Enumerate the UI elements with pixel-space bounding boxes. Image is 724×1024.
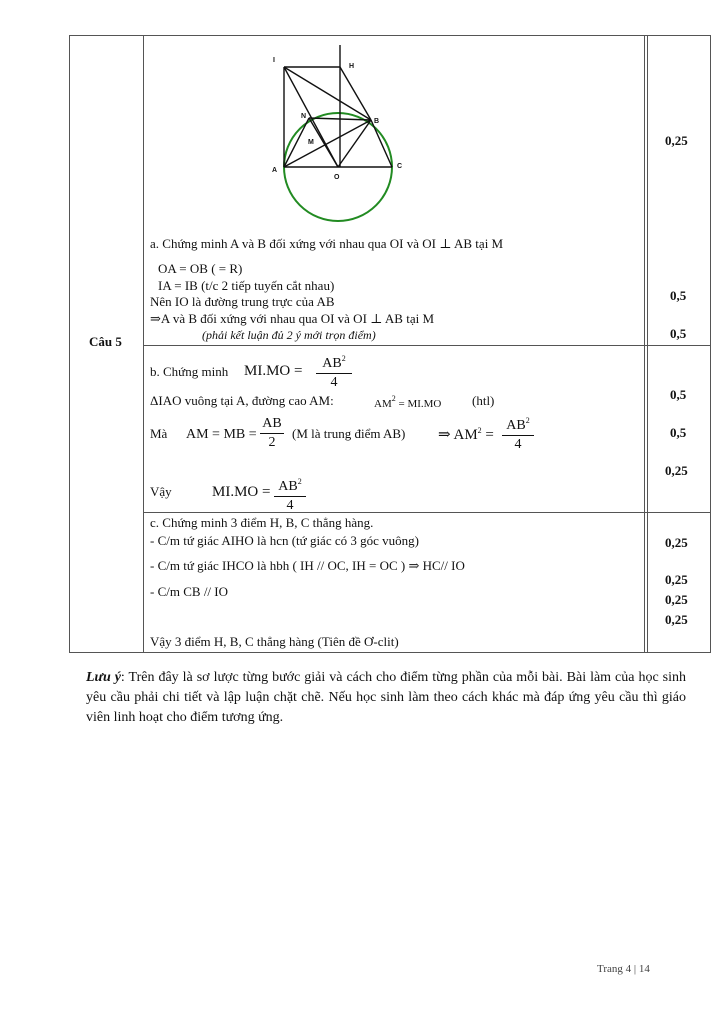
part-b-title: b. Chứng minh (150, 364, 229, 379)
part-b-line2-lhs: AM = MB = (186, 427, 257, 442)
part-a-title: a. Chứng minh A và B đối xứng với nhau qua OI và OI ⊥ AB tại M (150, 236, 504, 251)
segment-ab (284, 120, 371, 167)
note-paragraph (86, 668, 686, 728)
part-c-line3: - C/m CB // IO (150, 584, 229, 599)
label-c: C (397, 163, 403, 170)
table-divider-col2a (644, 35, 645, 653)
score-a-figure: 0,25 (665, 133, 688, 148)
note-text: : Trên đây là sơ lược từng bước giải và cách cho điểm từng phần của mỗi bài. Bài làm của học sinh yêu cầu phải chi tiết và lập luận chặt chẽ. Nếu học sinh làm theo cách khác mà đáp ứng yêu cầu thì giáo viên linh hoạt cho điểm tương ứng. (86, 670, 686, 725)
part-c-line4: Vậy 3 điểm H, B, C thẳng hàng (Tiên đề Ơ-clit) (150, 634, 399, 649)
score-b-3: 0,25 (665, 463, 688, 478)
part-b-line2-num: AB (262, 416, 282, 431)
part-b-line3-prefix: Vậy (150, 484, 172, 499)
score-c-1: 0,25 (665, 535, 688, 550)
part-b-line2-result: ⇒ $AM^2$ = (438, 426, 494, 443)
table-border-bottom (69, 652, 710, 653)
page-footer: Trang 4 | 14 (597, 963, 650, 975)
label-h: H (349, 63, 355, 70)
score-b-1: 0,5 (670, 387, 687, 402)
part-c-title: c. Chứng minh 3 điểm H, B, C thẳng hàng. (150, 515, 374, 530)
score-a-1: 0,5 (670, 288, 687, 303)
part-b-line1-note: (htl) (472, 393, 495, 408)
part-b-frac-num: AB (322, 356, 342, 371)
part-a-line5: (phải kết luận đủ 2 ý mới trọn điểm) (202, 328, 376, 342)
part-a-line2: IA = IB (t/c 2 tiếp tuyến cắt nhau) (158, 278, 335, 293)
question-label: Câu 5 (89, 334, 122, 349)
part-b-lhs: MI.MO = (244, 363, 303, 379)
part-b-line2-den: 2 (268, 435, 276, 450)
note-label: Lưu ý (86, 670, 121, 685)
row-divider-bc (143, 512, 710, 513)
score-c-2: 0,25 (665, 572, 688, 587)
part-a-line1: OA = OB ( = R) (158, 261, 243, 276)
label-a: A (272, 167, 278, 174)
part-c-line2: - C/m tứ giác IHCO là hbh ( IH // OC, IH = OC ) ⇒ HC// IO (150, 558, 465, 573)
segment-bc (371, 120, 392, 167)
part-b-line2-fraction2: $AB^2$ 4 (502, 413, 534, 453)
geometry-figure (265, 40, 425, 240)
score-b-2: 0,5 (670, 425, 687, 440)
label-n: N (301, 113, 307, 120)
score-c-4: 0,25 (665, 612, 688, 627)
table-border-right (710, 35, 711, 653)
table-border-left (69, 35, 70, 653)
part-b-frac-den: 4 (330, 375, 338, 390)
part-a-line4: ⇒A và B đối xứng với nhau qua OI và OI ⊥ AB tại M (150, 311, 435, 326)
part-a-line3: Nên IO là đường trung trực của AB (150, 294, 335, 309)
score-a-2: 0,5 (670, 326, 687, 341)
part-b-line1: ΔIAO vuông tại A, đường cao AM: (150, 393, 334, 408)
part-b-line3-fraction: $AB^2$ 4 (274, 474, 306, 514)
label-i: I (273, 57, 275, 64)
part-b-line2-note: (M là trung điểm AB) (292, 426, 406, 441)
label-m: M (308, 139, 314, 146)
part-b-line1-formula: $AM^2 = MI.MO$ (374, 394, 442, 410)
part-b-line2-prefix: Mà (150, 426, 168, 441)
part-c-line1: - C/m tứ giác AIHO là hcn (tứ giác có 3 góc vuông) (150, 533, 419, 548)
segment-hb (340, 67, 371, 120)
part-b-line3-lhs: MI.MO = (212, 484, 271, 500)
table-divider-col1 (143, 35, 144, 653)
part-b-frac-sup: 2 (341, 354, 346, 363)
table-divider-col2b (647, 35, 648, 653)
segment-ob (338, 120, 371, 167)
label-o: O (334, 174, 340, 181)
part-b-line2-fraction (260, 416, 284, 451)
part-b-fraction (316, 351, 352, 391)
label-b: B (374, 118, 380, 125)
row-divider-ab (143, 345, 710, 346)
score-c-3: 0,25 (665, 592, 688, 607)
table-border-top (69, 35, 710, 36)
segment-ib (284, 67, 371, 120)
